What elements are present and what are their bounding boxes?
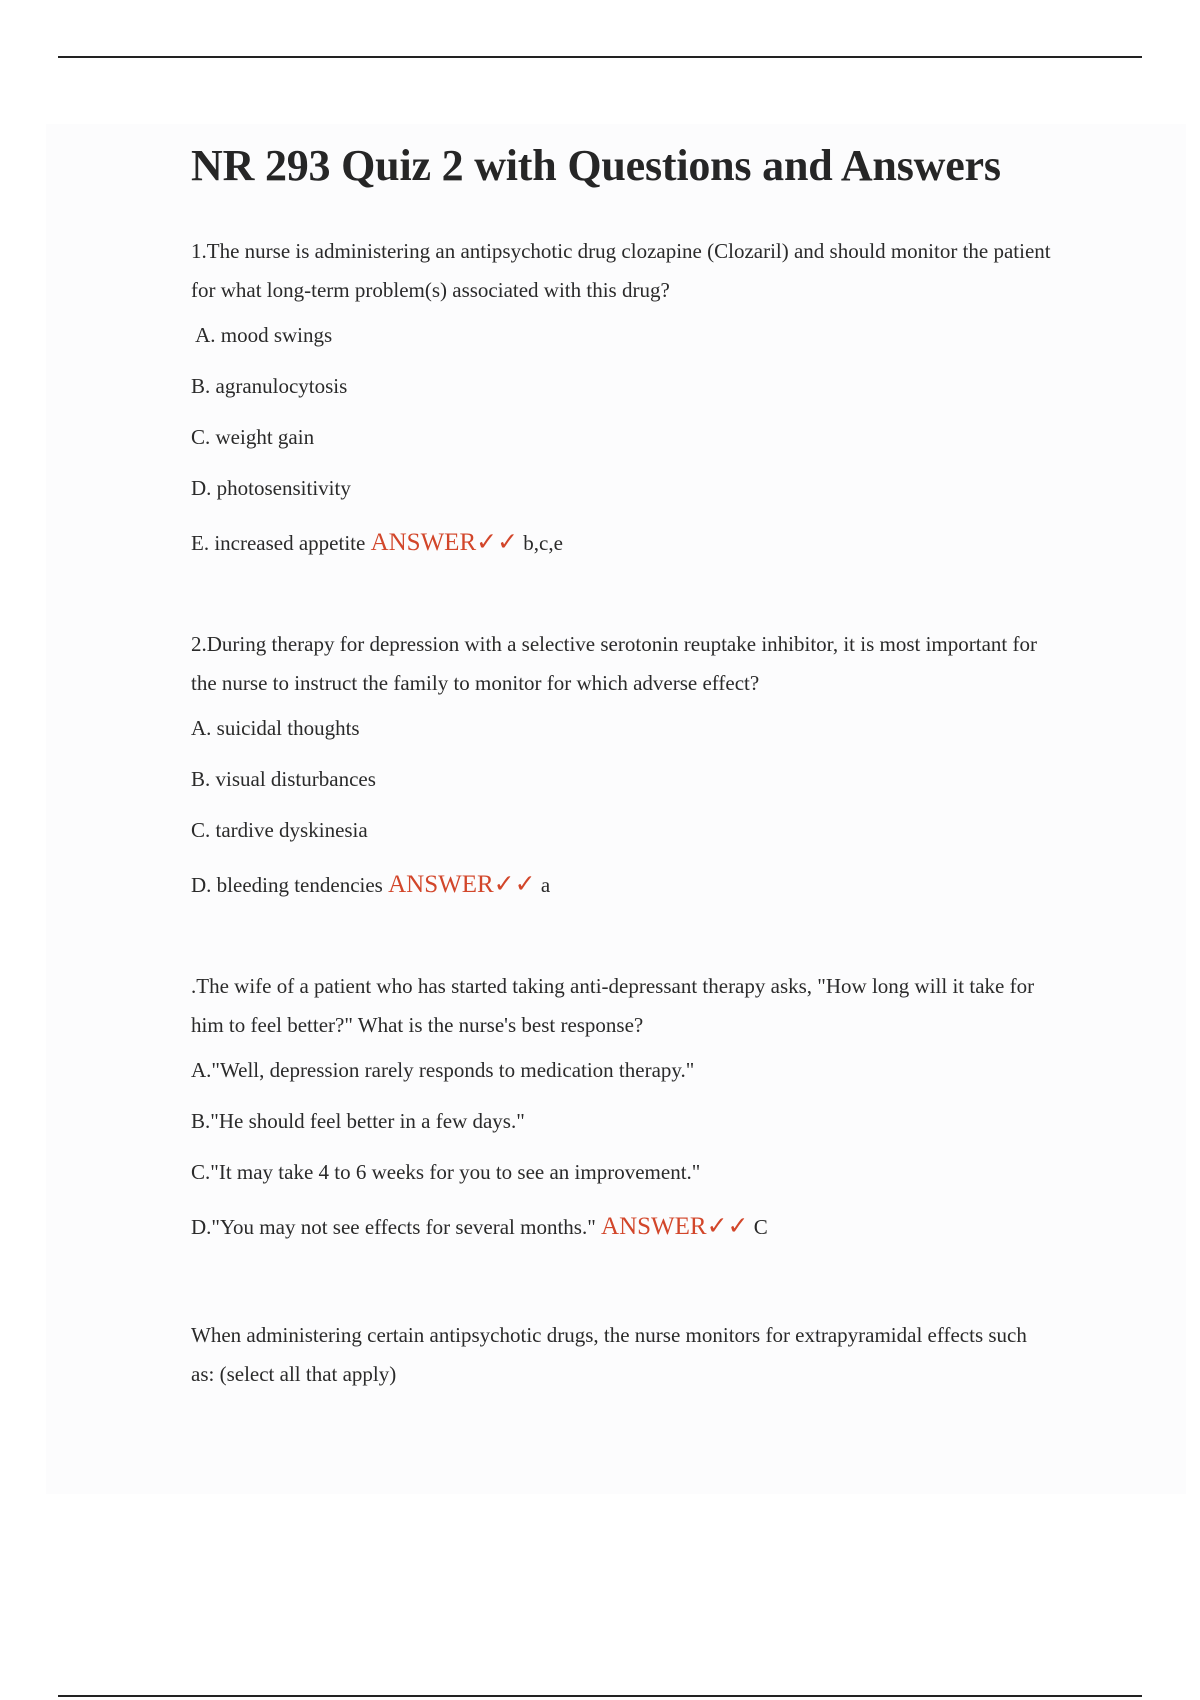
question-3-option-d: D."You may not see effects for several months.": [191, 1215, 596, 1239]
question-2-option-d-with-answer: [191, 872, 1051, 898]
question-block-4: [191, 1316, 1051, 1394]
question-1-option-e-with-answer: [191, 530, 1051, 556]
question-2-option-b: B. visual disturbances: [191, 767, 376, 791]
question-3-answer-value: C: [753, 1215, 768, 1239]
question-1-answer-value: b,c,e: [523, 531, 563, 555]
question-3-option-a: A."Well, depression rarely responds to medication therapy.": [191, 1058, 695, 1082]
question-2-stem: 2.During therapy for depression with a selective serotonin reuptake inhibitor, it is most important for the nurse to instruct the family to monitor for which adverse effect?: [191, 632, 1037, 695]
question-3-option-c: C."It may take 4 to 6 weeks for you to see an improvement.": [191, 1160, 701, 1184]
header-rule: [58, 56, 1142, 58]
question-1-option-c: C. weight gain: [191, 425, 315, 449]
question-3-answer-label: ANSWER✓✓: [601, 1213, 749, 1240]
document-body: [191, 140, 1051, 1394]
question-2-answer-label: ANSWER✓✓: [388, 871, 536, 898]
question-block-1: [191, 232, 1051, 556]
question-block-2: [191, 625, 1051, 898]
question-1-option-e: E. increased appetite: [191, 531, 366, 555]
question-1-option-b: B. agranulocytosis: [191, 374, 348, 398]
question-1-option-d: D. photosensitivity: [191, 476, 351, 500]
question-2-option-d: D. bleeding tendencies: [191, 873, 383, 897]
question-1-stem: 1.The nurse is administering an antipsychotic drug clozapine (Clozaril) and should monitor the patient for what long-term problem(s) associated with this drug?: [191, 239, 1051, 302]
question-1-answer-label: ANSWER✓✓: [370, 529, 519, 556]
question-2-option-a: A. suicidal thoughts: [191, 716, 360, 740]
document-title: NR 293 Quiz 2 with Questions and Answers: [191, 141, 1001, 190]
question-3-option-d-with-answer: [191, 1214, 1051, 1240]
question-4-stem: When administering certain antipsychotic drugs, the nurse monitors for extrapyramidal effects such as: (select all that apply): [191, 1323, 1027, 1386]
question-block-3: [191, 967, 1051, 1240]
question-3-stem: .The wife of a patient who has started taking anti-depressant therapy asks, "How long will it take for him to feel better?" What is the nurse's best response?: [191, 974, 1035, 1037]
footer-rule: [58, 1695, 1142, 1697]
question-2-answer-value: a: [540, 873, 551, 897]
question-3-option-b: B."He should feel better in a few days.": [191, 1109, 525, 1133]
question-1-option-a: A. mood swings: [191, 323, 333, 347]
question-2-option-c: C. tardive dyskinesia: [191, 818, 368, 842]
